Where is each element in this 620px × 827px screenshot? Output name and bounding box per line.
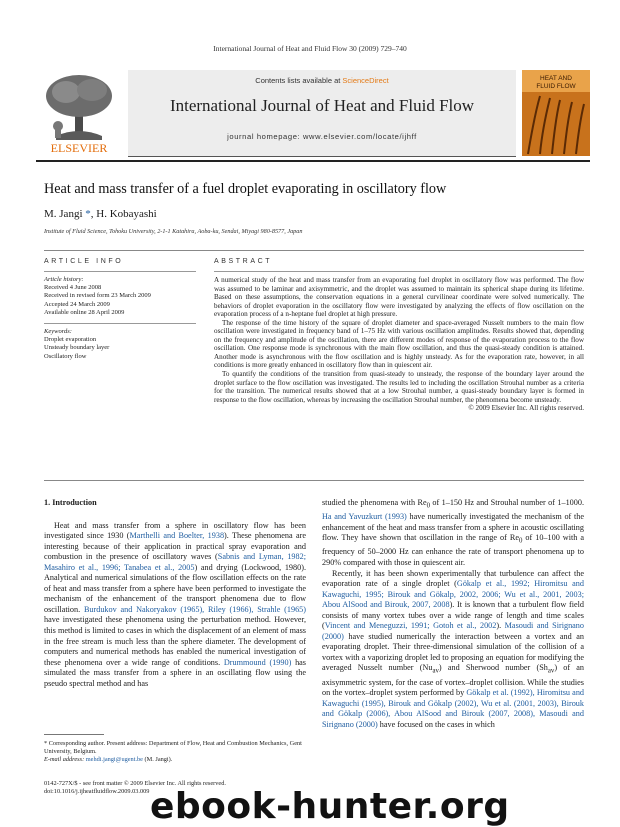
abstract-paragraph: To quantify the conditions of the transition from quasi-steady to unsteady, the response of the boundary layer around the droplet surface to the flow oscillation was investigated. The results led to including the oscillation Strouhal number as a criteria for the transition. The numerical results showed that at a low Strouhal number, a quasi-steady boundary layer is formed in response to the flow oscillation, whereas by increasing the oscillation Strouhal number, the phenomena become unsteady.: [214, 370, 584, 404]
copyright-notice: © 2009 Elsevier Inc. All rights reserved.: [468, 404, 584, 413]
contents-line: Contents lists available at ScienceDirect: [255, 76, 389, 85]
divider: [44, 271, 196, 272]
article-title: Heat and mass transfer of a fuel droplet evaporating in oscillatory flow: [44, 181, 447, 197]
journal-banner: [128, 70, 516, 157]
divider: [214, 271, 584, 272]
citation-link[interactable]: Gökalp et al. (1992), Hiromitsu and Kawaguchi (1995), Birouk and Gökalp (2002), Wu et al. (2001, 2003), Birouk and Gökalp (2006), Abou AlSood and Birouk (2007, 2008), Masoudi and Sirignano (2000): [322, 688, 585, 729]
article-info-heading: ARTICLE INFO: [44, 258, 124, 265]
history-item: Available online 28 April 2009: [44, 308, 125, 316]
elsevier-tree-logo: [36, 70, 122, 156]
abstract-heading: ABSTRACT: [214, 258, 273, 265]
citation-link[interactable]: Marthelli and Boelter, 1938: [129, 531, 225, 541]
divider: [44, 323, 196, 324]
body-column-right: [322, 498, 584, 730]
watermark-text: ebook-hunter.org: [150, 786, 510, 827]
abstract-paragraph: A numerical study of the heat and mass transfer from an evaporating fuel droplet in oscillatory flow was performed. The flow was assumed to be laminar and axisymmetric, and the droplet was assumed to maintain its spherical shape during its lifetime. Based on these assumptions, the conservation equations in a general curvilinear coordinate were solved numerically. The behaviors of droplet evaporation in the oscillatory flow were investigated by analyzing the effects of flow oscillation on the evaporation process of a n-heptane fuel droplet at high pressure.: [214, 276, 584, 319]
author-name: M. Jangi: [44, 208, 83, 220]
body-paragraph: Recently, it has been shown experimentally that turbulence can affect the evaporation rate of a single droplet (Gökalp et al., 1992; Hiromitsu and Kawaguchi, 1995; Birouk and Gökalp, 2002, 2006; Wu et al., 2001, 2003; Abou AlSood and Birouk, 2007, 2008). It is known that a turbulent flow field consists of many vortex tubes over a wide range of length and time scales (Vincent and Meneguzzi, 1991; Gotoh et al., 2002). Masoudi and Sirignano (2000) have studied numerically the interaction between a vortex and an evaporating droplet. Their three-dimensional simulation of the collision of a vortex with a vaporizing droplet led to proposing an equation for modifying the averaged Nusselt number $(Nu_{av})$ and Sherwood number $(Sh_{av})$ of an axisymmetric system, for the case of vortex–droplet collision. While the studies on the vortex–droplet system performed by Gökalp et al. (1992), Hiromitsu and Kawaguchi (1995), Birouk and Gökalp (2002), Wu et al. (2001, 2003), Birouk and Gökalp (2006), Abou AlSood and Birouk (2007, 2008), Masoudi and Sirignano (2000) have focused on the cases in which: [322, 568, 585, 729]
masthead-rule: [36, 160, 590, 162]
journal-cover-thumbnail: [522, 70, 590, 156]
citation-link[interactable]: Sabnis and Lyman, 1982; Masahiro et al., 1996; Tanabea et al., 2005: [44, 552, 306, 572]
sciencedirect-link[interactable]: ScienceDirect: [342, 76, 389, 85]
keyword-item: Unsteady boundary layer: [44, 344, 110, 352]
keyword-item: Oscillatory flow: [44, 352, 87, 360]
abstract-panel: [214, 258, 584, 413]
article-history: Article history: Received 4 June 2008 Received in revised form 23 March 2009 Accepted 24 March 2009 Available online 28 April 2009: [44, 276, 196, 317]
citation-link[interactable]: Masoudi and Sirignano (2000): [322, 621, 584, 641]
journal-masthead: [36, 70, 590, 156]
author-name: H. Kobayashi: [96, 208, 157, 220]
svg-text:ELSEVIER: ELSEVIER: [50, 141, 108, 155]
abstract-paragraph: The response of the time history of the square of droplet diameter and space-averaged Nusselt numbers to the main flow oscillation were investigated in frequency band of 1–75 Hz with various oscillation amplitudes. Results showed that, depending on the frequency and amplitude of the oscillation, there are different modes of response of the evaporation process to the flow oscillation. One response mode is synchronous with the main flow oscillation, and thus the quasi-steady condition is attained. Another mode is asynchronous with the flow oscillation and is highly unsteady. As for the evaporation rate, however, in all conditions is more greatly enhanced in oscillatory flow than in quiescent air.: [214, 318, 584, 370]
article-info-panel: [44, 258, 196, 361]
history-item: Received 4 June 2008: [44, 284, 102, 292]
footnote-rule: [44, 734, 104, 735]
section-heading: 1. Introduction: [44, 498, 97, 507]
journal-reference: International Journal of Heat and Fluid Flow 30 (2009) 729–740: [213, 44, 407, 53]
body-paragraph: studied the phenomena with $Re_0$ of 1–150 Hz and Strouhal number of 1–1000. Ha and Yavuzkurt (1993) have numerically investigated the mechanism of the enhancement of the heat and mass transfer from a sphere in acoustic oscillating flow. They have shown that oscillation in the range of $Re_0$ of 10–100 with a frequency of 50–2000 Hz can enhance the rate of transport phenomena up to 290% compared with those in quiescent air.: [322, 498, 585, 568]
journal-homepage: journal homepage: www.elsevier.com/locate/ijhff: [227, 132, 417, 141]
svg-text:HEAT AND: HEAT AND: [540, 75, 572, 82]
body-column-left: [44, 498, 306, 689]
abstract-text: [214, 276, 584, 413]
history-item: Accepted 24 March 2009: [44, 300, 110, 308]
abstract-rule: [44, 480, 584, 481]
journal-title: International Journal of Heat and Fluid Flow: [169, 96, 475, 115]
homepage-link[interactable]: www.elsevier.com/locate/ijhff: [302, 132, 417, 141]
corresponding-author-footnote: * Corresponding author. Present address: Department of Flow, Heat and Combustion Mechanics, Gent University, Belgium. E-mail address: mehdi.jangi@ugent.be (M. Jangi).: [44, 740, 302, 763]
citation-link[interactable]: Vincent and Meneguzzi, 1991; Gotoh et al., 2002: [324, 621, 497, 631]
history-item: Received in revised form 23 March 2009: [44, 292, 151, 300]
citation-link[interactable]: Burdukov and Nakoryakov (1965), Riley (1966), Strahle (1965): [83, 604, 306, 614]
citation-link[interactable]: Drummound (1990): [223, 657, 292, 667]
author-affiliation: Institute of Fluid Science, Tohoku University, 2-1-1 Katahira, Aoba-ku, Sendai, Miyagi 980-8577, Japan: [44, 228, 303, 235]
citation-link[interactable]: Ha and Yavuzkurt (1993): [322, 512, 407, 522]
email-link[interactable]: mehdi.jangi@ugent.be: [85, 755, 143, 763]
citation-link[interactable]: Gökalp et al., 1992; Hiromitsu and Kawaguchi, 1995; Birouk and Gökalp, 2002, 2006; Wu et al., 2001, 2003; Abou AlSood and Birouk, 2007, 2008: [322, 579, 584, 610]
corresponding-author-mark[interactable]: *: [82, 208, 91, 220]
svg-text:FLUID FLOW: FLUID FLOW: [536, 83, 576, 90]
body-paragraph: Heat and mass transfer from a sphere in oscillatory flow has been investigated since 1930 (Marthelli and Boelter, 1938). These phenomena are interesting because of their application in practical spray evaporation and combustion in the presence of oscillatory waves (Sabnis and Lyman, 1982; Masahiro et al., 1996; Tanabea et al., 2005) and drying (Lockwood, 1980). Analytical and numerical simulations of the flow oscillation effects on the rate of heat and mass transfer from a sphere have been performed to investigate the mechanism of the enhancement of the transport phenomena due to flow oscillation. Burdukov and Nakoryakov (1965), Riley (1966), Strahle (1965) have investigated these phenomena using the perturbation method. However, this method is limited to cases in which the displacement of an element of mass in the free stream is much less than the sphere diameter. The development of computers and numerical methods has enabled the numerical investigation of these phenomena over a wide range of conditions. Drummound (1990) has simulated the mass transfer from a sphere in an oscillating flow using the pseudo spectral method and has: [44, 520, 306, 688]
doi-line: doi:10.1016/j.ijheatfluidflow.2009.03.009: [44, 787, 150, 795]
keyword-item: Droplet evaporation: [44, 336, 97, 344]
keywords: Keywords: Droplet evaporation Unsteady boundary layer Oscillatory flow: [44, 328, 196, 361]
issn-line: 0142-727X/$ - see front matter © 2009 Elsevier Inc. All rights reserved.: [44, 780, 226, 787]
author-list: M. Jangi *, H. Kobayashi: [44, 208, 157, 220]
section-rule: [44, 250, 584, 251]
